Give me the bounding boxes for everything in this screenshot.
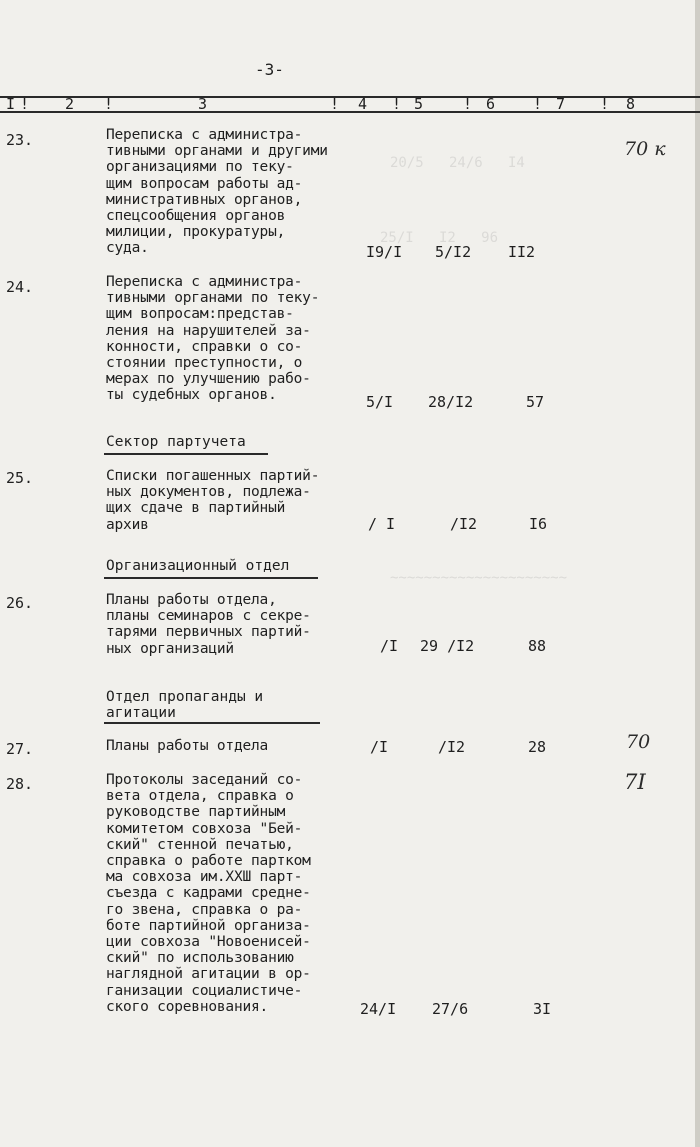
section-heading: Сектор партучета [106,434,246,450]
row-start-date: /I [370,738,389,756]
row-sheet-count: 3I [533,1000,552,1018]
col-header-4: 4 [358,95,368,113]
row-number: 25. [6,469,34,487]
row-end-date: 5/I2 [435,243,472,261]
row-end-date: 28/I2 [428,393,474,411]
col-header-sep: ! [330,95,340,113]
col-header-sep: ! [392,95,402,113]
row-start-date: I9/I [366,243,403,261]
row-start-date: 5/I [366,393,394,411]
section-underline [104,453,268,455]
row-description: Протоколы заседаний со- вета отдела, справка о руководстве партийным комитетом совхоза "Бей- ский" стенной печатью, справка о работе партком ма совхоза им.ХХШ парт- съезда с кадрами средне- го звена, справка о ра- боте партийной организа- ции совхоза "Новоенисей- ский" по использованию наглядной агитации в ор- ганизации социалистиче- ского соревнования. [106,772,311,1015]
bleed-through: 25/I I2 96 [380,230,499,246]
row-description: Переписка с администра- тивными органами и другими организациями по теку- щим вопросам работы ад- министративных органов, спецсообщения органов милиции, прокуратуры, суда. [106,127,328,257]
bleed-through: ~~~~~~~~~~~~~~~~~~~~~ [390,570,568,586]
row-start-date: / I [368,515,396,533]
row-end-date: 29 /I2 [420,637,475,655]
row-description: Планы работы отдела [106,738,269,754]
section-underline [104,722,320,724]
row-number: 23. [6,131,34,149]
row-description: Планы работы отдела, планы семинаров с секре- тарями первичных партий- ных организаций [106,592,311,657]
row-start-date: 24/I [360,1000,397,1018]
handwritten-note: 70 к [624,138,666,160]
bleed-through: 20/5 24/6 I4 [390,155,525,171]
row-sheet-count: 28 [528,738,547,756]
section-underline [104,577,318,579]
section-heading: Отдел пропаганды и агитации [106,689,264,722]
paper-edge [695,0,700,1147]
row-end-date: 27/6 [432,1000,469,1018]
col-header-2: 2 [65,95,75,113]
col-header-sep: ! [600,95,610,113]
row-end-date: /I2 [438,738,466,756]
row-sheet-count: II2 [508,243,536,261]
row-start-date: /I [380,637,399,655]
row-description: Переписка с администра- тивными органами по теку- щим вопросам:представ- ления на нарушителей за- конности, справки о со- стоянии преступности, о мерах по улучшению рабо- ты судебных органов. [106,274,320,404]
col-header-3: 3 [198,95,208,113]
row-description: Списки погашенных партий- ных документов, подлежа- щих сдаче в партийный архив [106,468,320,533]
row-sheet-count: I6 [529,515,548,533]
col-header-sep: ! [20,95,30,113]
row-number: 24. [6,278,34,296]
row-sheet-count: 57 [526,393,545,411]
row-number: 28. [6,775,34,793]
row-sheet-count: 88 [528,637,547,655]
row-number: 27. [6,740,34,758]
col-header-1: I [6,95,16,113]
section-heading: Организационный отдел [106,558,290,574]
handwritten-note: 70 [626,731,651,753]
col-header-7: 7 [556,95,566,113]
page-number: -3- [255,60,284,79]
col-header-sep: ! [104,95,114,113]
col-header-6: 6 [486,95,496,113]
row-number: 26. [6,594,34,612]
handwritten-note: 7I [624,770,646,794]
col-header-sep: ! [533,95,543,113]
col-header-8: 8 [626,95,636,113]
col-header-sep: ! [463,95,473,113]
row-end-date: /I2 [450,515,478,533]
col-header-5: 5 [414,95,424,113]
